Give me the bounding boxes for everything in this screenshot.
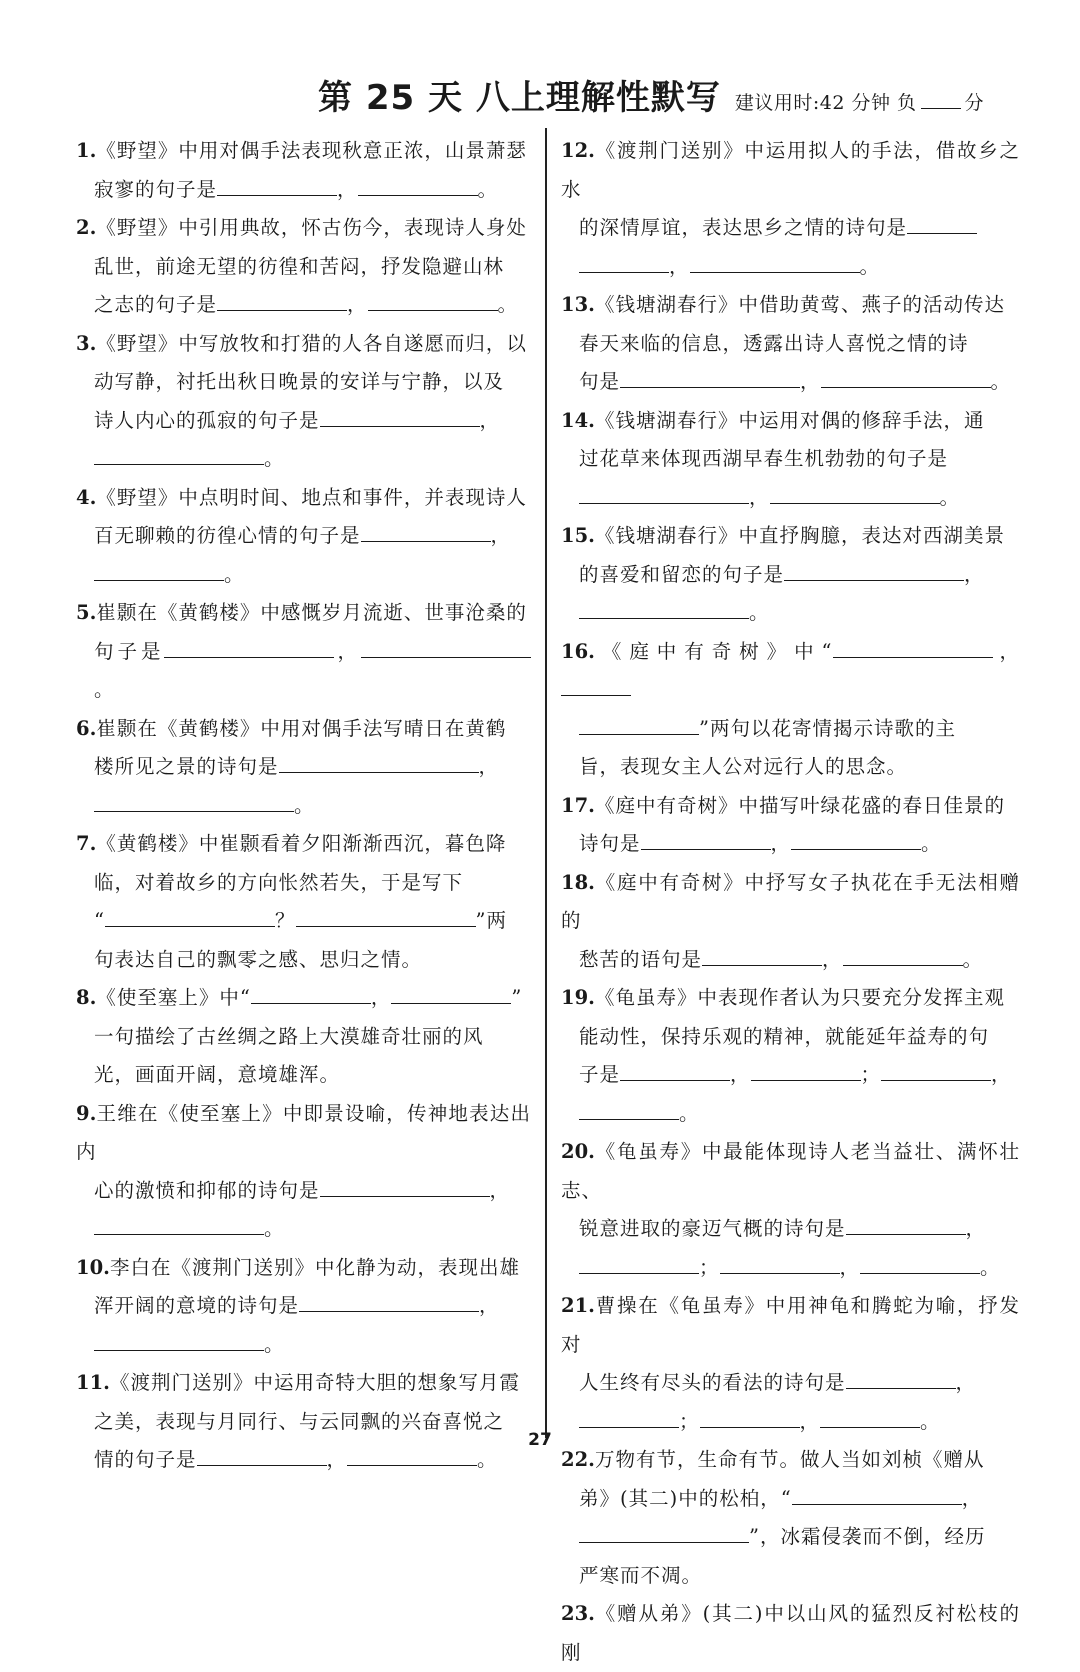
answer-blank[interactable] <box>792 1482 962 1505</box>
punct: 。 <box>920 1409 941 1433</box>
answer-blank[interactable] <box>579 1251 699 1274</box>
question-text: 《黄鹤楼》中崔颢看着夕阳渐渐西沉，暮色降 <box>96 832 507 855</box>
answer-blank[interactable] <box>94 1328 264 1351</box>
answer-blank[interactable] <box>579 1520 749 1543</box>
question-text: 《龟虽寿》中最能体现诗人老当益壮、满怀壮志、 <box>561 1140 1020 1202</box>
punct: 。 <box>224 562 245 586</box>
question-text: 锐意进取的豪迈气概的诗句是 <box>579 1217 846 1240</box>
question-text: 《使至塞上》中“ <box>96 986 251 1009</box>
punct: ， <box>337 177 358 201</box>
question-text: 句是 <box>579 370 621 393</box>
question-text: 之美，表现与月同行、与云同飘的兴奋喜悦之 <box>94 1409 505 1433</box>
question-number: 16. <box>561 639 595 663</box>
question-text: 诗句是 <box>579 832 641 855</box>
punct: 。 <box>679 1101 700 1125</box>
punct: ； <box>699 1255 720 1279</box>
question-17 <box>561 787 1020 864</box>
question-text: 曹操在《龟虽寿》中用神龟和腾蛇为喻，抒发对 <box>561 1294 1020 1356</box>
punct: ， <box>770 832 792 855</box>
question-text: 《庭中有奇树》中描写叶绿花盛的春日佳景的 <box>594 793 1005 817</box>
question-text: 《野望》中点明时间、地点和事件，并表现诗人 <box>96 485 527 509</box>
punct: 。 <box>921 832 942 855</box>
question-text: 光，画面开阔，意境雄浑。 <box>94 1063 341 1086</box>
answer-blank[interactable] <box>846 1212 966 1235</box>
question-number: 2. <box>76 216 97 239</box>
question-text: 《赠从弟》(其二)中以山风的猛烈反衬松枝的刚 <box>561 1602 1020 1664</box>
answer-blank[interactable] <box>561 673 631 696</box>
answer-blank[interactable] <box>94 1212 264 1235</box>
question-number: 18. <box>561 870 595 894</box>
punct: ， <box>961 1486 983 1510</box>
punct: ， <box>965 1217 987 1240</box>
punct: 。 <box>264 1332 285 1356</box>
question-text: 严寒而不凋。 <box>579 1563 703 1587</box>
question-number: 20. <box>561 1140 595 1163</box>
punct: ， <box>839 1255 861 1279</box>
question-number: 4. <box>76 485 97 509</box>
score-unit: 分 <box>964 92 985 114</box>
question-5 <box>76 594 531 710</box>
answer-blank[interactable] <box>907 211 977 234</box>
punct: ， <box>326 1448 348 1471</box>
question-2 <box>76 209 531 325</box>
question-number: 1. <box>76 139 97 162</box>
question-number: 22. <box>561 1448 595 1471</box>
answer-blank[interactable] <box>833 635 993 658</box>
punct: 。 <box>939 485 961 509</box>
left-column <box>76 132 531 1480</box>
question-text: 崔颢在《黄鹤楼》中用对偶手法写晴日在黄鹤 <box>96 716 507 740</box>
punct: ， <box>669 254 690 278</box>
question-number: 5. <box>76 601 97 624</box>
punct: 。 <box>980 1255 1001 1279</box>
answer-blank[interactable] <box>641 827 771 850</box>
answer-blank[interactable] <box>368 288 498 311</box>
question-text: 《渡荆门送别》中运用拟人的手法，借故乡之水 <box>561 139 1020 201</box>
answer-blank[interactable] <box>821 365 991 388</box>
question-text: 过花草来体现西湖早春生机勃勃的句子是 <box>579 447 949 470</box>
question-number: 6. <box>76 716 97 740</box>
punct: 。 <box>94 678 115 701</box>
answer-blank[interactable] <box>846 1366 956 1389</box>
punct: 。 <box>962 947 984 971</box>
question-4 <box>76 479 531 595</box>
page-title: 第 25 天 八上理解性默写 <box>318 78 721 118</box>
question-11 <box>76 1364 531 1480</box>
answer-blank[interactable] <box>296 904 476 927</box>
question-13 <box>561 286 1020 402</box>
question-text: 临，对着故乡的方向怅然若失，于是写下 <box>94 870 464 894</box>
punct: ， <box>490 524 512 547</box>
answer-blank[interactable] <box>217 288 347 311</box>
punct: “ <box>94 909 105 932</box>
question-number: 17. <box>561 793 595 817</box>
punct: 。 <box>264 447 285 470</box>
question-text: 旨，表现女主人公对远行人的思念。 <box>579 755 908 778</box>
question-text: 《野望》中写放牧和打猎的人各自遂愿而归，以 <box>96 331 527 355</box>
punct: ， <box>370 986 392 1009</box>
answer-blank[interactable] <box>94 789 294 812</box>
punct: ， <box>478 755 500 778</box>
answer-blank[interactable] <box>579 1097 679 1120</box>
punct: 。 <box>859 254 881 278</box>
punct: 。 <box>749 601 770 624</box>
question-12 <box>561 132 1020 286</box>
punct: ， <box>822 947 843 971</box>
punct: ； <box>679 1409 700 1433</box>
punct: 。 <box>990 370 1012 393</box>
question-number: 21. <box>561 1294 595 1317</box>
punct: ， <box>347 293 368 316</box>
answer-blank[interactable] <box>700 1405 800 1428</box>
answer-blank[interactable] <box>251 981 371 1004</box>
answer-blank[interactable] <box>320 404 480 427</box>
question-number: 14. <box>561 408 595 432</box>
question-number: 7. <box>76 832 97 855</box>
question-text: ”两 <box>475 909 507 932</box>
question-text: 《渡荆门送别》中运用奇特大胆的想象写月霞 <box>109 1371 520 1394</box>
punct: ， <box>749 485 770 509</box>
answer-blank[interactable] <box>620 1058 730 1081</box>
question-text: ”，冰霜侵袭而不倒，经历 <box>749 1525 986 1548</box>
question-text: 句表达自己的飘零之感、思归之情。 <box>94 947 423 971</box>
question-text: 《野望》中引用典故，怀古伤今，表现诗人身处 <box>96 216 527 239</box>
question-7 <box>76 825 531 979</box>
page-header <box>318 70 1058 120</box>
answer-blank[interactable] <box>164 635 334 658</box>
question-text: 春天来临的信息，透露出诗人喜悦之情的诗 <box>579 331 969 355</box>
punct: 。 <box>497 293 519 316</box>
answer-blank[interactable] <box>361 635 531 658</box>
answer-blank[interactable] <box>579 596 749 619</box>
question-text: 王维在《使至塞上》中即景设喻，传神地表达出内 <box>76 1101 531 1163</box>
answer-blank[interactable] <box>320 1174 490 1197</box>
question-number: 13. <box>561 293 595 316</box>
question-3 <box>76 325 531 479</box>
punct: ， <box>334 639 361 663</box>
answer-blank[interactable] <box>579 250 669 273</box>
punct: ， <box>800 370 821 393</box>
question-text: 李白在《渡荆门送别》中化静为动，表现出雄 <box>109 1255 520 1279</box>
answer-blank[interactable] <box>105 904 275 927</box>
question-20 <box>561 1133 1020 1287</box>
question-text: 愁苦的语句是 <box>579 947 703 971</box>
answer-blank[interactable] <box>720 1251 840 1274</box>
punct: 。 <box>477 1448 498 1471</box>
question-text: 《龟虽寿》中表现作者认为只要充分发挥主观 <box>594 986 1005 1009</box>
question-19 <box>561 979 1020 1133</box>
question-16 <box>561 633 1020 787</box>
question-number: 10. <box>76 1255 110 1279</box>
question-14 <box>561 402 1020 518</box>
question-text: 崔颢在《黄鹤楼》中感慨岁月流逝、世事沧桑的 <box>96 601 527 624</box>
question-text: 一句描绘了古丝绸之路上大漠雄奇壮丽的风 <box>94 1024 484 1048</box>
question-6 <box>76 710 531 826</box>
question-15 <box>561 517 1020 633</box>
answer-blank[interactable] <box>579 1405 679 1428</box>
answer-blank[interactable] <box>279 750 479 773</box>
answer-blank[interactable] <box>361 519 491 542</box>
answer-blank[interactable] <box>791 827 921 850</box>
score-blank[interactable] <box>921 90 961 109</box>
question-text: 情的句子是 <box>94 1448 197 1471</box>
question-1 <box>76 132 531 209</box>
answer-blank[interactable] <box>299 1289 479 1312</box>
question-text: 弟》(其二)中的松柏，“ <box>579 1486 792 1510</box>
answer-blank[interactable] <box>94 442 264 465</box>
page-number: 27 <box>528 1430 552 1450</box>
punct: ， <box>964 562 985 586</box>
question-number: 9. <box>76 1101 97 1125</box>
question-number: 12. <box>561 139 595 162</box>
question-text: 的深情厚谊，表达思乡之情的诗句是 <box>579 216 908 239</box>
question-number: 8. <box>76 986 97 1009</box>
answer-blank[interactable] <box>860 1251 980 1274</box>
answer-blank[interactable] <box>391 981 511 1004</box>
answer-blank[interactable] <box>820 1405 920 1428</box>
question-text: 万物有节，生命有节。做人当如刘桢《赠从 <box>594 1448 985 1471</box>
answer-blank[interactable] <box>620 365 800 388</box>
answer-blank[interactable] <box>94 558 224 581</box>
answer-blank[interactable] <box>881 1058 991 1081</box>
time-and-score-hint <box>735 88 984 115</box>
question-text: 《野望》中用对偶手法表现秋意正浓，山景萧瑟 <box>96 139 527 162</box>
question-9 <box>76 1095 531 1249</box>
answer-blank[interactable] <box>690 250 860 273</box>
punct: ， <box>479 1294 500 1317</box>
question-number: 23. <box>561 1602 595 1625</box>
punct: 。 <box>477 177 499 201</box>
question-text: 《庭中有奇树》中抒写女子执花在手无法相赠的 <box>561 870 1020 932</box>
question-number: 19. <box>561 986 595 1009</box>
question-text: 的喜爱和留恋的句子是 <box>579 562 785 586</box>
question-18 <box>561 864 1020 980</box>
punct: ， <box>991 1063 1012 1086</box>
question-8 <box>76 979 531 1095</box>
punct: ， <box>730 1063 751 1086</box>
question-10 <box>76 1249 531 1365</box>
question-text: 《钱塘湖春行》中借助黄莺、燕子的活动传达 <box>594 293 1005 316</box>
question-text: 之志的句子是 <box>94 293 218 316</box>
punct: ， <box>992 639 1020 663</box>
question-text: 句子是 <box>94 639 165 663</box>
question-text: 楼所见之景的诗句是 <box>94 755 279 778</box>
question-text: 人生终有尽头的看法的诗句是 <box>579 1371 846 1394</box>
answer-blank[interactable] <box>358 173 478 196</box>
question-text: 《庭中有奇树》中“ <box>594 639 833 663</box>
question-text: 《钱塘湖春行》中直抒胸臆，表达对西湖美景 <box>594 524 1005 547</box>
punct: ， <box>479 408 501 432</box>
punct: ？ <box>274 909 296 932</box>
answer-blank[interactable] <box>579 712 699 735</box>
question-text: 心的激愤和抑郁的诗句是 <box>94 1178 320 1202</box>
answer-blank[interactable] <box>217 173 337 196</box>
punct: ； <box>860 1063 882 1086</box>
question-21 <box>561 1287 1020 1441</box>
question-text: 子是 <box>579 1063 621 1086</box>
question-text: 诗人内心的孤寂的句子是 <box>94 408 320 432</box>
question-text: 乱世，前途无望的彷徨和苦闷，抒发隐避山林 <box>94 254 505 278</box>
question-number: 11. <box>76 1371 110 1394</box>
punct: 。 <box>294 793 315 817</box>
question-text: 寂寥的句子是 <box>94 177 218 201</box>
question-text: 动写静，衬托出秋日晚景的安详与宁静，以及 <box>94 370 505 393</box>
answer-blank[interactable] <box>579 481 749 504</box>
punct: ， <box>489 1178 511 1202</box>
question-text: 能动性，保持乐观的精神，就能延年益寿的句 <box>579 1024 990 1048</box>
column-divider <box>545 128 547 1438</box>
time-hint: 建议用时:42 分钟 负 <box>734 92 917 114</box>
punct: ， <box>799 1409 821 1433</box>
punct: ” <box>511 986 523 1009</box>
answer-blank[interactable] <box>751 1058 861 1081</box>
question-text: 百无聊赖的彷徨心情的句子是 <box>94 524 361 547</box>
answer-blank[interactable] <box>784 558 964 581</box>
punct: 。 <box>264 1217 285 1240</box>
answer-blank[interactable] <box>770 481 940 504</box>
punct: ， <box>955 1371 977 1394</box>
question-text: 《钱塘湖春行》中运用对偶的修辞手法，通 <box>594 408 985 432</box>
question-23 <box>561 1595 1020 1672</box>
question-text: 浑开阔的意境的诗句是 <box>94 1294 300 1317</box>
question-number: 15. <box>561 524 595 547</box>
question-text: ”两句以花寄情揭示诗歌的主 <box>699 716 956 740</box>
question-number: 3. <box>76 331 97 355</box>
question-22 <box>561 1441 1020 1595</box>
answer-blank[interactable] <box>702 943 822 966</box>
answer-blank[interactable] <box>843 943 963 966</box>
